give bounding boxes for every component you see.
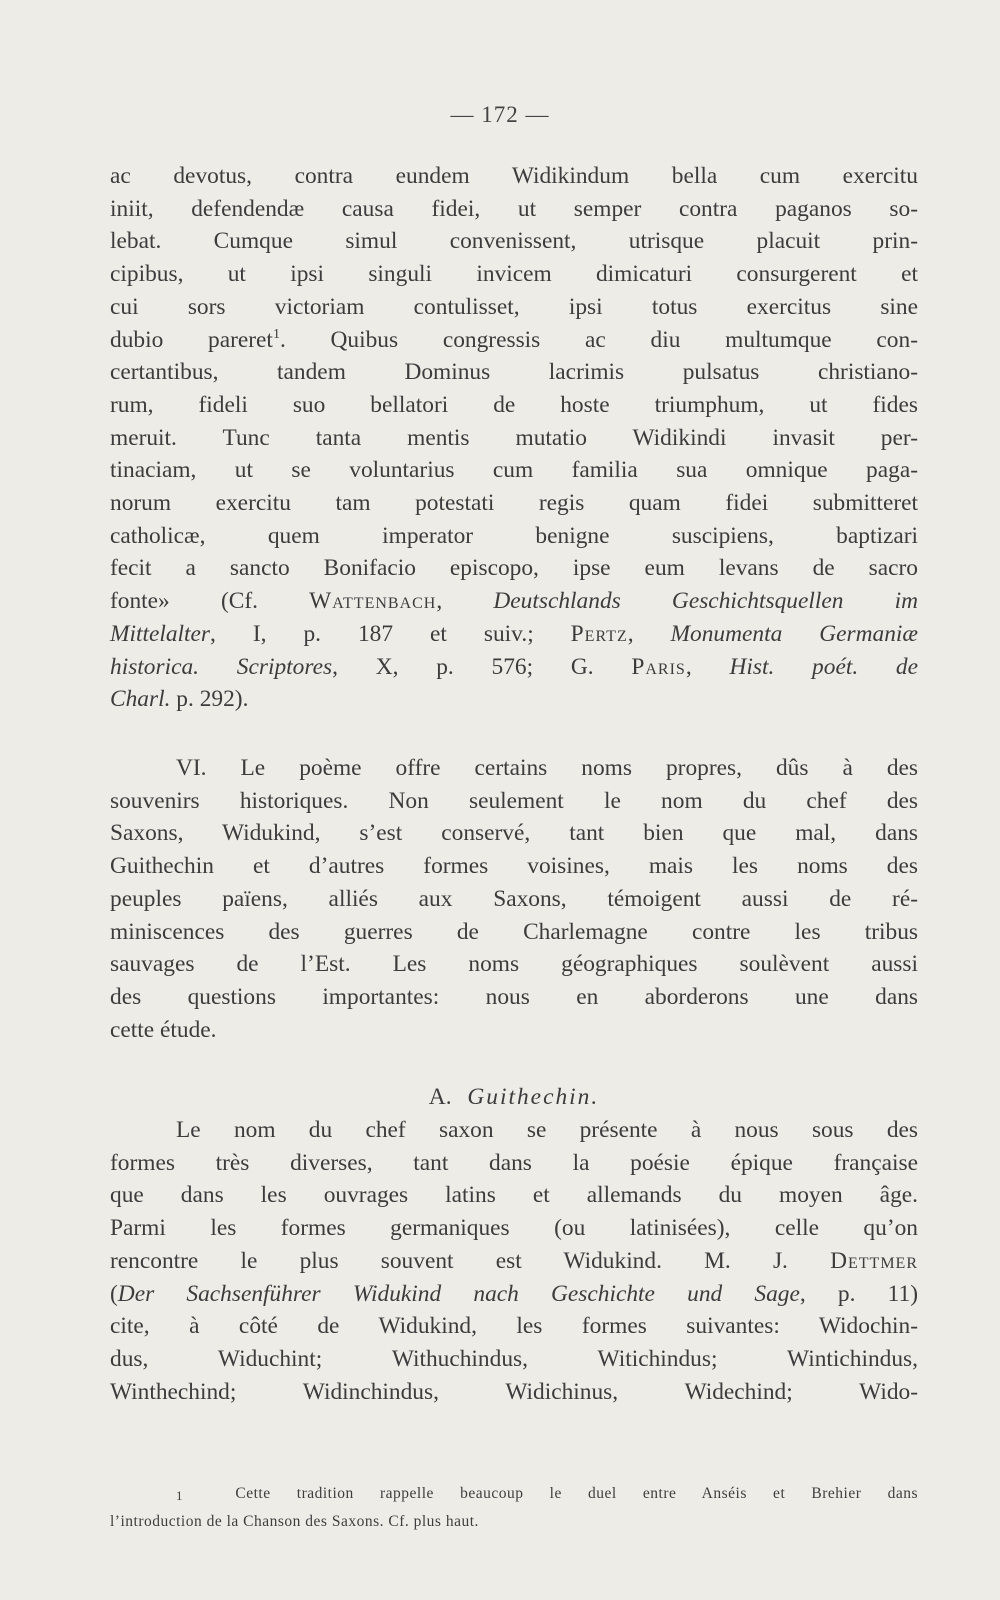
footnote-line — [110, 1480, 918, 1508]
text-line: tinaciam, ut se voluntarius cum familia sua omnique paga- — [110, 457, 918, 484]
text-line: cite, à côté de Widukind, les formes suivantes: Widochin- — [110, 1313, 918, 1340]
work-title: Monumenta Germaniæ — [670, 620, 919, 647]
text-line: rum, fideli suo bellatori de hoste triumphum, ut fides — [110, 391, 918, 418]
text-fragment: p. 292). — [170, 686, 249, 713]
section-letter: A. — [428, 1084, 452, 1110]
text-line: souvenirs historiques. Non seulement le nom du chef des — [110, 787, 918, 814]
text-line: VI. Le poème offre certains noms propres, dûs à des — [176, 755, 918, 781]
footnote-text: Cette tradition rappelle beaucoup le duel entre Anséis et Brehier dans — [235, 1485, 919, 1502]
text-line: formes très diverses, tant dans la poésie épique française — [110, 1149, 918, 1176]
work-title: Charl. — [110, 686, 171, 713]
work-title: Mittelalter — [110, 620, 211, 647]
citation-line — [110, 618, 918, 651]
text-line: cette étude. — [110, 1016, 217, 1043]
citation-line — [110, 1245, 918, 1278]
text-fragment: ( — [110, 1280, 118, 1307]
text-line: fecit a sancto Bonifacio episcopo, ipse eum levans de sacro — [110, 555, 918, 582]
paragraph-2 — [110, 752, 918, 1046]
citation-line — [110, 585, 918, 618]
text-fragment: , — [627, 620, 671, 647]
text-line: Guithechin et d’autres formes voisines, mais les noms des — [110, 853, 918, 880]
footnote-mark: 1 — [176, 1488, 183, 1503]
footnote-line: l’introduction de la Chanson des Saxons. Cf. plus haut. — [110, 1513, 479, 1530]
footnote-reference[interactable]: 1 — [272, 326, 280, 342]
text-line — [110, 324, 918, 357]
author-name: Pertz — [570, 620, 628, 647]
paragraph-3 — [110, 1114, 918, 1408]
text-fragment: rencontre le plus souvent est Widukind. M. J. — [110, 1247, 831, 1274]
author-name: Wattenbach — [309, 588, 437, 615]
work-title: Hist. poét. de — [729, 653, 919, 680]
author-name: Dettmer — [830, 1247, 918, 1274]
text-line: lebat. Cumque simul convenissent, utrisque placuit prin- — [110, 228, 918, 255]
text-fragment: , I, p. 187 et suiv.; — [210, 620, 571, 647]
text-line: Saxons, Widukind, s’est conservé, tant bien que mal, dans — [110, 820, 918, 847]
work-title: Der Sachsenführer Widukind nach Geschichte und Sage — [117, 1280, 800, 1307]
page-number: — 172 — — [450, 102, 550, 127]
text-line: Winthechind; Widinchindus, Widichinus, Widechind; Wido- — [110, 1378, 918, 1405]
text-line: certantibus, tandem Dominus lacrimis pulsatus christiano- — [110, 359, 918, 386]
text-line: sauvages de l’Est. Les noms géographiques soulèvent aussi — [110, 951, 918, 978]
text-fragment: , — [685, 653, 730, 680]
author-name: Paris — [631, 653, 686, 680]
section-title: Guithechin. — [467, 1084, 600, 1110]
text-line: catholicæ, quem imperator benigne suscipiens, baptizari — [110, 522, 918, 549]
text-fragment: dubio pareret — [110, 326, 273, 353]
text-line: ac devotus, contra eundem Widikindum bella cum exercitu — [110, 163, 918, 189]
text-fragment: fonte» (Cf. — [110, 588, 310, 615]
text-line: cui sors victoriam contulisset, ipsi totus exercitus sine — [110, 293, 918, 320]
text-line: norum exercitu tam potestati regis quam fidei submitteret — [110, 490, 918, 517]
text-line: que dans les ouvrages latins et allemands du moyen âge. — [110, 1182, 918, 1209]
citation-line — [110, 683, 918, 716]
text-fragment: , — [436, 588, 494, 615]
work-title: historica. Scriptores — [110, 653, 333, 680]
citation-line — [110, 1278, 918, 1311]
text-line: Parmi les formes germaniques (ou latinisées), celle qu’on — [110, 1215, 918, 1242]
section-heading — [110, 1081, 918, 1114]
text-line: Le nom du chef saxon se présente à nous sous des — [176, 1117, 918, 1143]
text-fragment: , p. 11) — [799, 1280, 918, 1307]
text-line: dus, Widuchint; Withuchindus, Witichindus; Wintichindus, — [110, 1345, 918, 1372]
text-line: meruit. Tunc tanta mentis mutatio Widikindi invasit per- — [110, 424, 918, 451]
text-fragment: , X, p. 576; G. — [332, 653, 632, 680]
text-line: peuples païens, alliés aux Saxons, témoigent aussi de ré- — [110, 885, 918, 912]
text-line: miniscences des guerres de Charlemagne contre les tribus — [110, 918, 918, 945]
text-line: cipibus, ut ipsi singuli invicem dimicaturi consurgerent et — [110, 261, 918, 288]
work-title: Deutschlands Geschichtsquellen im — [493, 588, 918, 615]
citation-line — [110, 651, 918, 684]
text-line: des questions importantes: nous en aborderons une dans — [110, 983, 918, 1010]
footnote — [110, 1480, 918, 1536]
paragraph-1 — [110, 160, 918, 716]
text-line: iniit, defendendæ causa fidei, ut semper contra paganos so- — [110, 195, 918, 222]
text-fragment: . Quibus congressis ac diu multumque con- — [279, 326, 918, 353]
